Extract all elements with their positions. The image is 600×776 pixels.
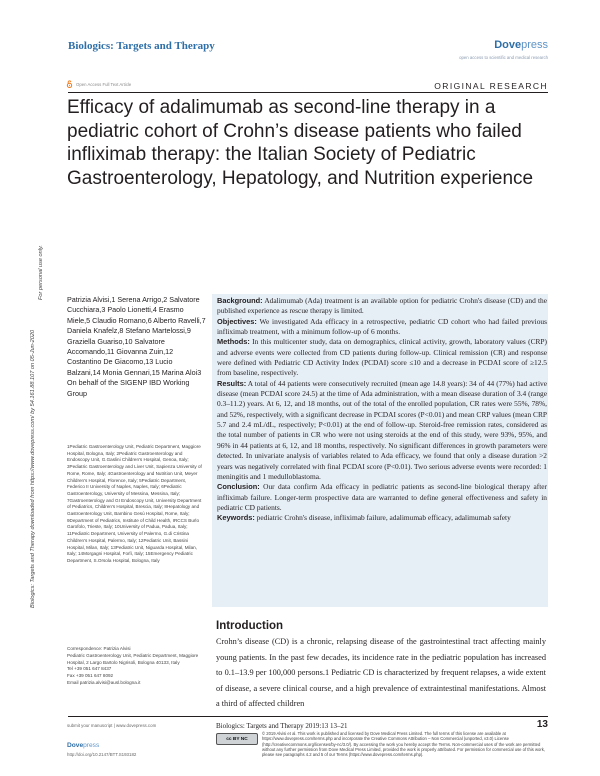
abstract-background-label: Background: <box>217 296 263 305</box>
side-note-line2: For personal use only. <box>38 245 44 300</box>
open-access-lock-icon <box>66 80 73 88</box>
correspondence-label: Correspondence: Patrizia Alvisi <box>67 646 131 651</box>
abstract-conclusion-label: Conclusion: <box>217 482 260 492</box>
author-group: On behalf of the SIGENP IBD Working Group <box>67 378 190 398</box>
journal-name: Biologics: Targets and Therapy <box>68 40 215 52</box>
page-number: 13 <box>536 719 548 730</box>
abstract-objectives-label: Objectives: <box>217 316 257 326</box>
publisher-tagline: open access to scientific and medical research <box>459 55 548 60</box>
abstract-keywords-section <box>217 513 547 523</box>
footer-publisher-light: press <box>83 742 100 749</box>
creative-commons-badge-icon <box>216 733 258 745</box>
abstract-results-text: A total of 44 patients were consecutively recruited (mean age 14.8 years): 34 of 44 (77%) had active disease (mean PCDAI score 24.5) at the time of Ada administration, with a mean disease duration of 3.4 (range 0.3–11.2) years. At 6, 12, and 18 months, out of the total of the enrolled population, CR rates were 55%, 78%, and 52%, respectively, with a significant decrease in PCDAI scores (P<0.01) and mean CRP values (mean CRP 5.7 and 2.4 mL/dL, respectively; P<0.01) at the end of follow-up. Steroid-free remission rates, considered as the total number of patients in CR who were not using steroids at the end of this study, were 93%, 95%, and 96% in 44 patients at 6, 12, and 18 months, respectively. No significant differences in growth parameters were detected. In univariate analysis of variables related to Ada efficacy, we found that only a disease duration >2 years was negatively correlated with final PCDAI score (P<0.01). Two serious adverse events were recorded: 1 meningitis and 1 medulloblastoma. <box>217 378 547 481</box>
correspondence <box>67 646 205 687</box>
abstract-results-section <box>217 379 547 482</box>
publisher-logo-bold: Dove <box>494 39 522 51</box>
abstract-conclusion-text: Our data confirm Ada efficacy in pediatric patients as second-line biological therapy after infliximab failure. Longer-term prospective data are warranted to define general effectiveness and safety in pediatric CD patients. <box>217 482 547 512</box>
introduction-text: Crohn’s disease (CD) is a chronic, relapsing disease of the gastrointestinal tract affecting mainly young patients. In the past few decades, its incidence rate in the pediatric population has increased to 0.1–13.9 per 100,000 persons.1 Pediatric CD is characterized by frequent relapses, a wide extent of disease, a severe clinical course, and a high prevalence of extraintestinal manifestations. Almost a third of affected children <box>216 637 546 708</box>
footer-publisher-bold: Dove <box>67 742 84 749</box>
abstract-objectives-section <box>217 317 547 338</box>
open-access-label <box>66 80 131 88</box>
side-note-line1: Biologics: Targets and Therapy downloaded from https://www.dovepress.com/ by 54.161.88.107 on 05-Jun-2020 <box>30 329 36 608</box>
open-access-text: Open Access Full Text Article <box>76 81 132 87</box>
footer-publisher-logo <box>67 742 99 749</box>
abstract-conclusion-section <box>217 482 547 513</box>
abstract-background-text: Adalimumab (Ada) treatment is an available option for pediatric Crohn's disease (CD) and the published experience as rescue therapy is limited. <box>217 296 547 316</box>
article-type: ORIGINAL RESEARCH <box>434 81 548 91</box>
affiliations: 1Pediatric Gastroenterology Unit, Pediatric Department, Maggiore Hospital, Bologna, Italy; 2Pediatric Gastroenterology and Endoscopy Unit, G.Gaslini Children's Hospital, Genoa, Italy; 3Pediatric Gastroenterology and Liver Unit, Sapienza University of Rome, Rome, Italy; 4Gastroenterology and Nutrition Unit, Meyer Children's Hospital, Florence, Italy; 5Pediatric Department, Federico II University of Naples, Naples, Italy; 6Pediatric Gastroenterology, University of Messina, Messina, Italy; 7Gastroenterology and GI Endoscopy Unit, University Department of Pediatrics, Children's Hospital, Brescia, Italy; 8Hepatology and Gastroenterology Unit, Bambino Gesù Hospital, Rome, Italy; 9Department of Pediatrics, Institute of Child Health, IRCCS Burlo Garofolo, Trieste, Italy; 10University of Padua, Padua, Italy; 11Pediatric Department, University of Palermo, G.di Cristina Children's Hospital, Palermo, Italy; 12Pediatric Unit, Bassini Hospital, Milan, Italy; 13Pediatric Unit, Niguarda Hospital, Milan, Italy; 14Morgagni Hospital, Forlì, Italy; 15Emergency Pediatric Department, S.Orsola Hospital, Bologna, Italy <box>67 444 202 563</box>
footer-citation: Biologics: Targets and Therapy 2019:13 13–21 <box>216 722 348 730</box>
footer-doi[interactable]: http://doi.org/10.2147/BTT.S193182 <box>67 752 137 757</box>
article-title: Efficacy of adalimumab as second-line therapy in a pediatric cohort of Crohn’s disease patients who failed infliximab therapy: the Italian Society of Pediatric Gastroenterology, Hepatology, and Nutrition experience <box>67 97 534 189</box>
abstract-results-label: Results: <box>217 378 247 388</box>
publisher-logo-light: press <box>521 39 548 51</box>
abstract-keywords-text: pediatric Crohn's disease, infliximab failure, adalimumab efficacy, adalimumab safety <box>254 513 511 523</box>
license-text: © 2019 Alvisi et al. This work is published and licensed by Dove Medical Press Limited. The full terms of this license are available at https://www.dovepress.com/terms.php and incorporate the Creative Commons Attribution – Non Commercial (unported, v3.0) License (http://creativecommons.org/licenses/by-nc/3.0/). By accessing the work you hereby accept the Terms. Non-commercial uses of the work are permitted without any further permission from Dove Medical Press Limited, provided the work is properly attributed. For permission for commercial use of this work, please see paragraphs 4.2 and 5 of our Terms (https://www.dovepress.com/terms.php). <box>262 731 545 758</box>
creative-commons-badge-text: cc BY NC <box>226 736 248 742</box>
footer-submit[interactable]: submit your manuscript | www.dovepress.com <box>67 723 157 728</box>
correspondence-address: Pediatric Gastroenterology Unit, Pediatric Department, Maggiore Hospital, 2 Largo Bartolo Nigrisoli, Bologna 40133, Italy <box>67 652 199 665</box>
footer-rule <box>68 716 548 717</box>
introduction-heading: Introduction <box>216 620 284 632</box>
abstract-objectives-text: We investigated Ada efficacy in a retrospective, pediatric CD cohort who had failed previous infliximab treatment, with a minimum follow-up of 6 months. <box>217 316 547 337</box>
correspondence-email[interactable]: Email patrizia.alvisi@ausl.bologna.it <box>67 679 141 685</box>
abstract-keywords-label: Keywords: <box>217 513 255 523</box>
abstract-methods-label: Methods: <box>217 337 250 347</box>
abstract-methods-section <box>217 337 547 378</box>
correspondence-tel: Tel +39 051 647 8437 <box>67 666 112 672</box>
download-side-note <box>6 140 48 610</box>
abstract-methods-text: In this multicenter study, data on demographics, clinical activity, growth, laboratory values (CRP) and adverse events were collected from CD patients during follow-up. Clinical remission (CR) and response were defined with Pediatric CD Activity Index (PCDAI) score ≤10 and a decrease in PCDAI score of ≥12.5 from baseline, respectively. <box>217 337 547 378</box>
publisher-logo <box>494 39 548 51</box>
correspondence-fax: Fax +39 051 647 8092 <box>67 673 114 679</box>
abstract <box>217 296 547 524</box>
abstract-background-section <box>217 296 547 317</box>
author-list <box>67 295 207 399</box>
author-names: Patrizia Alvisi,1 Serena Arrigo,2 Salvatore Cucchiara,3 Paolo Lionetti,4 Erasmo Miele,5 Claudio Romano,6 Alberto Ravelli,7 Daniela Knafelz,8 Stefano Martelossi,9 Graziella Guariso,10 Salvatore Accomando,11 Giovanna Zuin,12 Costantino De Giacomo,13 Lucio Balzani,14 Monia Gennari,15 Marina Aloi3 <box>67 295 206 377</box>
header-rule <box>68 92 548 93</box>
